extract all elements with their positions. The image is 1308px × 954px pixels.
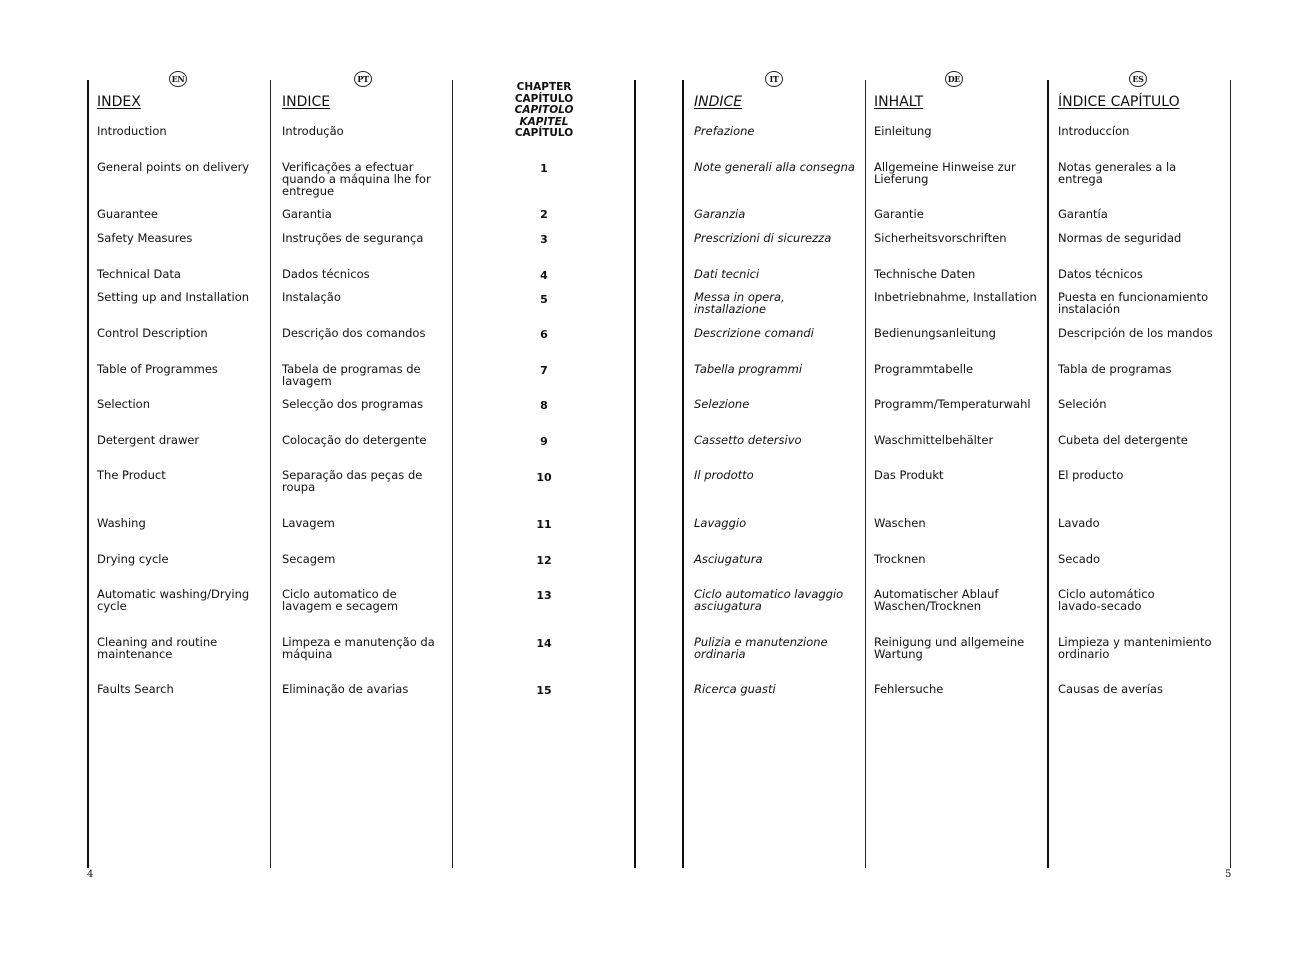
chapter-number: 4 (540, 269, 548, 282)
index-title-es: ÍNDICE CAPÍTULO (1058, 94, 1180, 110)
index-entry-es: Puesta en funcionamiento instalación (1058, 290, 1209, 316)
chapter-number: 12 (536, 554, 552, 567)
index-entry-de: Programm/Temperaturwahl (874, 397, 1031, 411)
index-entry-es: Garantía (1058, 207, 1108, 221)
index-entry-de: Garantie (874, 207, 924, 221)
index-entry-en: Faults Search (97, 682, 174, 696)
index-entry-en: Drying cycle (97, 552, 169, 566)
index-entry-es: Seleción (1058, 397, 1107, 411)
index-entry-es: Lavado (1058, 516, 1100, 530)
index-entry-en: Cleaning and routine maintenance (97, 635, 218, 661)
index-entry-en: Control Description (97, 326, 208, 340)
chapter-number: 9 (540, 435, 548, 448)
chapter-number: 11 (536, 518, 552, 531)
index-entry-en: Introduction (97, 124, 167, 138)
index-entry-pt: Introdução (282, 124, 344, 138)
divider (634, 80, 636, 868)
index-title-en: INDEX (97, 94, 141, 110)
index-entry-en: Safety Measures (97, 231, 193, 245)
index-entry-it: Garanzia (694, 207, 746, 221)
index-entry-it: Asciugatura (694, 552, 763, 566)
index-entry-de: Inbetriebnahme, Installation (874, 290, 1037, 304)
language-badge-en: EN (169, 71, 187, 87)
index-entry-it: Ciclo automatico lavaggio asciugatura (694, 587, 844, 613)
index-entry-es: Notas generales a la entrega (1058, 160, 1177, 186)
index-entry-es: Tabla de programas (1058, 362, 1172, 376)
page-number-left: 4 (87, 869, 94, 880)
chapter-header-line: CAPÍTULO (514, 127, 574, 139)
index-entry-es: Secado (1058, 552, 1101, 566)
index-entry-pt: Ciclo automatico de lavagem e secagem (282, 587, 399, 613)
language-badge-pt: PT (354, 71, 372, 87)
index-title-it: INDICE (694, 94, 743, 110)
index-entry-de: Einleitung (874, 124, 932, 138)
chapter-number: 6 (540, 328, 548, 341)
index-entry-it: Messa in opera, installazione (694, 290, 785, 316)
index-entry-pt: Descrição dos comandos (282, 326, 426, 340)
index-entry-es: Cubeta del detergente (1058, 433, 1188, 447)
index-entry-pt: Separação das peças de roupa (282, 468, 423, 494)
index-entry-it: Selezione (694, 397, 750, 411)
chapter-number: 8 (540, 399, 548, 412)
index-entry-de: Automatischer Ablauf Waschen/Trocknen (874, 587, 999, 613)
index-entry-pt: Tabela de programas de lavagem (282, 362, 421, 388)
divider (270, 80, 271, 868)
index-entry-de: Programmtabelle (874, 362, 974, 376)
index-entry-de: Fehlersuche (874, 682, 944, 696)
index-entry-pt: Dados técnicos (282, 267, 370, 281)
chapter-header-line: CAPITOLO (514, 104, 574, 116)
chapter-number: 15 (536, 684, 552, 697)
index-entry-en: Automatic washing/Drying cycle (97, 587, 250, 613)
index-entry-pt: Verificações a efectuar quando a máquina lhe for entregue (282, 160, 431, 198)
index-entry-pt: Secagem (282, 552, 336, 566)
chapter-number: 10 (536, 471, 552, 484)
index-entry-en: Table of Programmes (97, 362, 218, 376)
index-entry-de: Das Produkt (874, 468, 944, 482)
index-entry-de: Allgemeine Hinweise zur Lieferung (874, 160, 1016, 186)
index-entry-de: Waschen (874, 516, 926, 530)
index-entry-it: Il prodotto (694, 468, 754, 482)
index-entry-de: Trocknen (874, 552, 926, 566)
index-entry-de: Sicherheitsvorschriften (874, 231, 1007, 245)
index-entry-en: Technical Data (97, 267, 181, 281)
index-entry-pt: Instalação (282, 290, 341, 304)
index-title-de: INHALT (874, 94, 924, 110)
index-entry-en: Detergent drawer (97, 433, 200, 447)
divider (452, 80, 453, 868)
index-entry-pt: Limpeza e manutenção da máquina (282, 635, 435, 661)
chapter-number: 2 (540, 208, 548, 221)
index-entry-it: Lavaggio (694, 516, 747, 530)
index-entry-pt: Eliminação de avarias (282, 682, 409, 696)
index-entry-it: Pulizia e manutenzione ordinaria (694, 635, 828, 661)
index-entry-en: Washing (97, 516, 146, 530)
index-entry-pt: Colocação do detergente (282, 433, 427, 447)
chapter-number: 1 (540, 162, 548, 175)
index-entry-en: Guarantee (97, 207, 158, 221)
index-entry-es: Descripción de los mandos (1058, 326, 1213, 340)
index-entry-it: Note generali alla consegna (694, 160, 855, 174)
index-entry-it: Ricerca guasti (694, 682, 776, 696)
divider (682, 80, 684, 868)
index-entry-de: Technische Daten (874, 267, 976, 281)
index-entry-es: Causas de averías (1058, 682, 1163, 696)
index-entry-it: Prescrizioni di sicurezza (694, 231, 832, 245)
index-entry-es: El producto (1058, 468, 1124, 482)
divider (1230, 80, 1231, 868)
index-entry-de: Reinigung und allgemeine Wartung (874, 635, 1025, 661)
chapter-number: 5 (540, 293, 548, 306)
index-entry-es: Ciclo automático lavado-secado (1058, 587, 1155, 613)
chapter-number: 3 (540, 233, 548, 246)
index-entry-en: Selection (97, 397, 150, 411)
chapter-number: 7 (540, 364, 548, 377)
divider (865, 80, 866, 868)
chapter-number: 13 (536, 589, 552, 602)
index-entry-es: Normas de seguridad (1058, 231, 1182, 245)
index-entry-pt: Selecção dos programas (282, 397, 424, 411)
language-badge-it: IT (765, 71, 783, 87)
index-entry-es: Introduccíon (1058, 124, 1130, 138)
index-entry-en: Setting up and Installation (97, 290, 250, 304)
index-entry-it: Descrizione comandi (694, 326, 814, 340)
chapter-header-line: CHAPTER (516, 81, 572, 93)
chapter-header-line: CAPÍTULO (514, 92, 574, 105)
index-entry-en: General points on delivery (97, 160, 250, 174)
index-entry-it: Cassetto detersivo (694, 433, 802, 447)
index-entry-de: Bedienungsanleitung (874, 326, 996, 340)
page-number-right: 5 (1225, 869, 1232, 880)
index-entry-it: Tabella programmi (694, 362, 803, 376)
index-entry-es: Datos técnicos (1058, 267, 1143, 281)
divider (87, 80, 89, 868)
index-entry-pt: Lavagem (282, 516, 335, 530)
chapter-header-line: KAPITEL (519, 115, 569, 128)
index-entry-es: Limpieza y mantenimiento ordinario (1058, 635, 1212, 661)
index-title-pt: INDICE (282, 94, 331, 110)
index-entry-pt: Instruções de segurança (282, 231, 424, 245)
language-badge-es: ES (1129, 71, 1147, 87)
index-entry-it: Dati tecnici (694, 267, 760, 281)
language-badge-de: DE (945, 71, 963, 87)
index-entry-en: The Product (97, 468, 166, 482)
index-entry-de: Waschmittelbehälter (874, 433, 994, 447)
divider (1047, 80, 1049, 868)
index-entry-it: Prefazione (694, 124, 755, 138)
chapter-header (484, 82, 604, 140)
index-entry-pt: Garantia (282, 207, 332, 221)
chapter-number: 14 (536, 637, 552, 650)
